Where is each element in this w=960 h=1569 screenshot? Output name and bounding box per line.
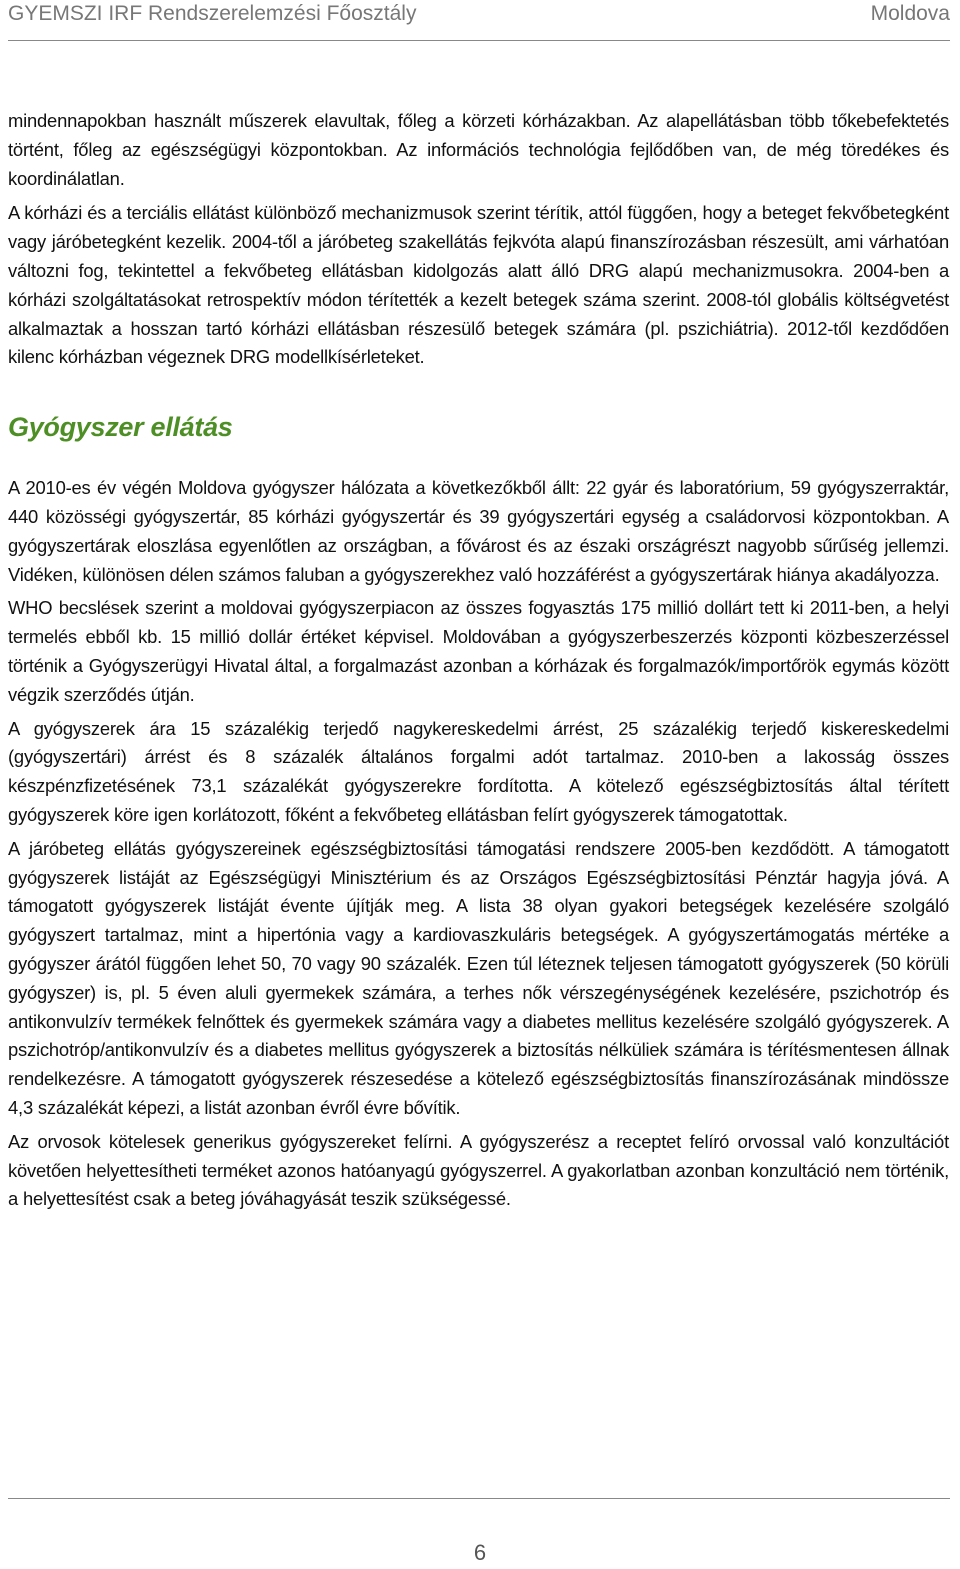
page-number: 6 — [473, 1540, 487, 1565]
header-divider — [8, 40, 950, 41]
paragraph-hospital-financing: A kórházi és a terciális ellátást különböző mechanizmusok szerint térítik, attól függően, hogy a beteget fekvőbetegként vagy járóbetegként kezelik. 2004-től a járóbeteg szakellátás fejkvóta alapú finanszírozásban részesült, ami várhatóan változni fog, tekintettel a fekvőbeteg ellátásban kidolgozás alatt álló DRG alapú mechanizmusokra. 2004-ben a kórházi szolgáltatásokat retrospektív módon térítették a kezelt betegek száma szerint. 2008-tól globális költségvetést alkalmaztak a hosszan tartó kórházi ellátásban részesülő betegek számára (pl. pszichiátria). 2012-től kezdődően kilenc kórházban végeznek DRG modellkísérleteket. — [8, 202, 949, 368]
page-header — [8, 0, 950, 30]
header-country: Moldova — [870, 2, 950, 25]
paragraph-pharmacy-network: A 2010-es év végén Moldova gyógyszer hálózata a következőkből állt: 22 gyár és laboratórium, 59 gyógyszerraktár, 440 közösségi gyógyszertár, 85 kórházi gyógyszertár és 39 gyógyszertári egység a családorvosi központokban. A gyógyszertárak eloszlása egyenlőtlen az országban, a fővárost és az északi országrészt nagyobb sűrűség jellemzi. Vidéken, különösen délen számos faluban a gyógyszerekhez való hozzáférést a gyógyszertárak hiánya akadályozza. — [8, 477, 949, 585]
section-heading-pharma: Gyógyszer ellátás — [8, 412, 233, 443]
footer-divider — [8, 1498, 950, 1499]
paragraph-pricing: A gyógyszerek ára 15 százalékig terjedő nagykereskedelmi árrést, 25 százalékig terjedő kiskereskedelmi (gyógyszertári) árrést és 8 százalék általános forgalmi adót tartalmaz. 2010-ben a lakosság összes készpénzfizetésének 73,1 százalékát gyógyszerekre fordította. A kötelező egészségbiztosítás által térített gyógyszerek köre igen korlátozott, főként a fekvőbeteg ellátásban felírt gyógyszerek támogatottak. — [8, 717, 949, 825]
paragraph-equipment: mindennapokban használt műszerek elavultak, főleg a körzeti kórházakban. Az alapellátásban több tőkebefektetés történt, főleg az egészségügyi központokban. Az információs technológia fejlődőben van, de még töredékes és koordinálatlan. — [8, 110, 949, 189]
paragraph-generics: Az orvosok kötelesek generikus gyógyszereket felírni. A gyógyszerész a receptet felíró orvossal való konzultációt követően helyettesítheti terméket azonos hatóanyagú gyógyszerrel. A gyakorlatban azonban konzultáció nem történik, a helyettesítést csak a beteg jóváhagyását teszik szükségessé. — [8, 1130, 949, 1210]
paragraph-reimbursement: A járóbeteg ellátás gyógyszereinek egészségbiztosítási támogatási rendszere 2005-ben kezdődött. A támogatott gyógyszerek listáját az Egészségügyi Minisztérium és az Országos Egészségbiztosítási Pénztár hagyja jóvá. A támogatott gyógyszerek listáját évente újítják meg. A lista 38 olyan gyakori betegségek kezelésére szolgáló gyógyszert tartalmaz, mint a hipertónia vagy a kardiovaszkuláris betegségek. A gyógyszertámogatás mértéke a gyógyszer árától függően lehet 50, 70 vagy 90 százalék. Ezen túl léteznek teljesen támogatott gyógyszerek (50 körüli gyógyszer) is, pl. 5 éven aluli gyermekek számára, a terhes nők vérszegénységének kezelésére, pszichotróp és antikonvulzív termékek felnőttek és gyermekek számára vagy a diabetes mellitus kezelésére szolgáló gyógyszerek. A pszichotróp/antikonvulzív és a diabetes mellitus gyógyszerek a biztosítás nélküliek számára is térítésmentesen állnak rendelkezésre. A támogatott gyógyszerek részesedése a kötelező egészségbiztosítás finanszírozásának mindössze 4,3 százalékát képezi, a listát azonban évről évre bővítik. — [8, 837, 949, 1118]
paragraph-market: WHO becslések szerint a moldovai gyógyszerpiacon az összes fogyasztás 175 millió dollárt tett ki 2011-ben, a helyi termelés ebből kb. 15 millió dollár értéket képvisel. Moldovában a gyógyszerbeszerzés központi közbeszerzéssel történik a Gyógyszerügyi Hivatal által, a forgalmazást azonban a kórházak és forgalmazók/importőrök egymás között végzik szerződés útján. — [8, 597, 949, 705]
document-body — [8, 107, 949, 1214]
header-department: GYEMSZI IRF Rendszerelemzési Főosztály — [8, 2, 417, 25]
